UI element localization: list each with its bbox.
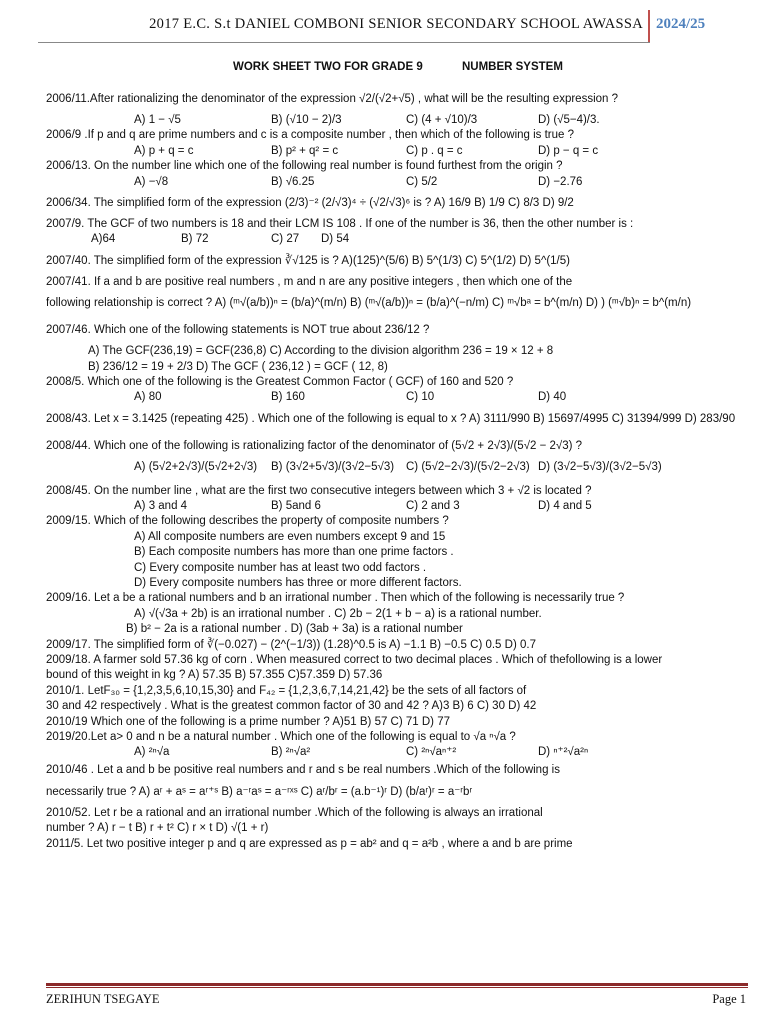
question-line: A) √(√3a + 2b) is an irrational number . C) 2b − 2(1 + b − a) is a rational number.	[134, 607, 542, 620]
answer-option: C) (4 + √10)/3	[406, 114, 478, 126]
option-row	[46, 232, 746, 247]
question-line: bound of this weight in kg ? A) 57.35 B) 57.355 C)57.359 D) 57.36	[46, 669, 383, 682]
answer-option: D) (√5−4)/3.	[538, 114, 600, 126]
question-line: 2007/40. The simplified form of the expression ∛√125 is ? A)(125)^(5/6) B) 5^(1/3) C) 5^(1/2) D) 5^(1/5)	[46, 254, 570, 267]
answer-option: A) −√8	[134, 175, 169, 188]
page-number: Page 1	[712, 992, 746, 1006]
answer-option: C) 27	[271, 233, 300, 246]
answer-option: C) 10	[406, 391, 435, 404]
question-line: 2009/18. A farmer sold 57.36 kg of corn . When measured correct to two decimal places . Which of thefollowing is a lower	[46, 653, 663, 666]
question-line: A) All composite numbers are even numbers except 9 and 15	[134, 530, 446, 543]
question-line: B) 236/12 = 19 + 2/3 D) The GCF ( 236,12 ) = GCF ( 12, 8)	[88, 360, 388, 373]
answer-option: B) ²ⁿ√a²	[271, 746, 311, 759]
question-line: B) b² − 2a is a rational number . D) (3ab + 3a) is a rational number	[126, 623, 463, 636]
page-header	[0, 0, 768, 46]
answer-option: A) 3 and 4	[134, 500, 188, 513]
header-rule	[38, 42, 650, 43]
school-name: 2017 E.C. S.t DANIEL COMBONI SENIOR SECONDARY SCHOOL AWASSA	[149, 16, 643, 32]
option-row	[46, 390, 746, 405]
question-line: following relationship is correct ? A) (ᵐ√(a/b))ⁿ = (b/a)^(m/n) B) (ᵐ√(a/b))ⁿ = (b/a)^(−n/m) C) ᵐ√bᵃ = b^(m/n) D) ) (ᵐ√b)ⁿ = b^(m/n)	[46, 297, 692, 310]
worksheet-title	[233, 61, 563, 73]
worksheet-title-left: WORK SHEET TWO FOR GRADE 9	[233, 61, 423, 73]
answer-option: D) ⁿ⁺²√a²ⁿ	[538, 746, 589, 759]
answer-option: B) 5and 6	[271, 500, 321, 513]
question-line: necessarily true ? A) aʳ + aˢ = aʳ⁺ˢ B) a⁻ʳaˢ = a⁻ʳˣˢ C) aʳ/bʳ = (a.b⁻¹)ʳ D) (b/aʳ)ʳ = a⁻ʳbʳ	[46, 785, 473, 798]
header-divider	[648, 10, 650, 42]
question-line: 2019/20.Let a> 0 and n be a natural number . Which one of the following is equal to √a ⁿ√a ?	[46, 730, 516, 743]
answer-option: A) p + q = c	[134, 144, 194, 157]
question-line: 2008/45. On the number line , what are the first two consecutive integers between which 3 + √2 is located ?	[46, 484, 592, 497]
option-row	[46, 460, 746, 484]
answer-option: B) 160	[271, 391, 305, 404]
question-line: 2006/13. On the number line which one of the following real number is found furthest from the origin ?	[46, 160, 563, 173]
option-row	[46, 499, 746, 514]
question-line: 2009/15. Which of the following describes the property of composite numbers ?	[46, 515, 449, 528]
question-line: 2008/43. Let x = 3.1425 (repeating 425) . Which one of the following is equal to x ? A) 3111/990 B) 15697/4995 C) 31394/999 D) 283/90	[46, 412, 736, 425]
question-line: 30 and 42 respectively . What is the greatest common factor of 30 and 42 ? A)3 B) 6 C) 30 D) 42	[46, 700, 537, 713]
answer-option: D) 40	[538, 391, 567, 404]
answer-option: B) p² + q² = c	[271, 144, 339, 157]
question-line: 2010/1. LetF₃₀ = {1,2,3,5,6,10,15,30} and F₄₂ = {1,2,3,6,7,14,21,42} be the sets of all factors of	[46, 684, 527, 697]
question-line: 2008/5. Which one of the following is the Greatest Common Factor ( GCF) of 160 and 520 ?	[46, 375, 514, 388]
footer-rule-thin	[46, 987, 748, 988]
question-line: 2011/5. Let two positive integer p and q are expressed as p = ab² and q = a²b , where a and b are prime	[46, 837, 573, 850]
answer-option: D) −2.76	[538, 175, 583, 188]
worksheet-title-right: NUMBER SYSTEM	[461, 61, 563, 73]
option-row	[46, 175, 746, 190]
answer-option: C) p . q = c	[406, 144, 463, 157]
answer-option: A) 1 − √5	[134, 114, 181, 126]
answer-option: C) (5√2−2√3)/(5√2−2√3)	[406, 460, 530, 473]
answer-option: C) 2 and 3	[406, 500, 460, 513]
answer-option: D) p − q = c	[538, 144, 599, 157]
answer-option: A) 80	[134, 391, 162, 404]
question-line: A) The GCF(236,19) = GCF(236,8) C) According to the division algorithm 236 = 19 × 12 + 8	[88, 345, 554, 358]
question-line: number ? A) r − t B) r + t² C) r × t D) √(1 + r)	[46, 822, 269, 835]
worksheet-content	[46, 86, 746, 852]
question-line: 2010/52. Let r be a rational and an irrational number .Which of the following is always an irrational	[46, 806, 543, 819]
question-line: 2006/9 .If p and q are prime numbers and c is a composite number , then which of the following is true ?	[46, 129, 575, 142]
question-line: B) Each composite numbers has more than one prime factors .	[134, 546, 454, 559]
answer-option: D) 4 and 5	[538, 500, 592, 513]
question-line: 2006/34. The simplified form of the expression (2/3)⁻² (2/√3)⁴ ÷ (√2/√3)⁶ is ? A) 16/9 B) 1/9 C) 8/3 D) 9/2	[46, 196, 574, 209]
question-line: D) Every composite numbers has three or more different factors.	[134, 577, 462, 590]
answer-option: B) √6.25	[271, 175, 315, 188]
answer-option: A)64	[91, 233, 116, 246]
answer-option: B) (√10 − 2)/3	[271, 114, 342, 126]
school-year: 2024/25	[656, 16, 706, 32]
answer-option: A) ²ⁿ√a	[134, 746, 170, 759]
answer-option: D) 54	[321, 233, 350, 246]
question-line: 2009/16. Let a be a rational numbers and b an irrational number . Then which of the following is necessarily true ?	[46, 592, 625, 605]
question-line: 2010/19 Which one of the following is a prime number ? A)51 B) 57 C) 71 D) 77	[46, 715, 450, 728]
answer-option: A) (5√2+2√3)/(5√2+2√3)	[134, 460, 258, 473]
option-row	[46, 144, 746, 159]
answer-option: B) (3√2+5√3)/(3√2−5√3)	[271, 460, 395, 473]
footer-rule	[46, 983, 748, 986]
question-line: 2007/9. The GCF of two numbers is 18 and their LCM IS 108 . If one of the number is 36, then the other number is :	[46, 217, 634, 230]
question-line: 2007/41. If a and b are positive real numbers , m and n are any positive integers , then which one of the	[46, 275, 573, 288]
question-line: 2008/44. Which one of the following is rationalizing factor of the denominator of (5√2 + 2√3)/(5√2 − 2√3) ?	[46, 439, 583, 452]
answer-option: C) 5/2	[406, 175, 438, 188]
question-line: 2009/17. The simplified form of ∛(−0.027) − (2^(−1/3)) (1.28)^0.5 is A) −1.1 B) −0.5 C) 0.5 D) 0.7	[46, 638, 536, 651]
answer-option: B) 72	[181, 233, 209, 246]
question-line: 2006/11.After rationalizing the denominator of the expression √2/(√2+√5) , what will be the resulting expression ?	[46, 93, 619, 105]
answer-option: D) (3√2−5√3)/(3√2−5√3)	[538, 460, 662, 473]
option-row	[46, 113, 746, 128]
question-line: C) Every composite number has at least two odd factors .	[134, 561, 427, 574]
author-name: ZERIHUN TSEGAYE	[46, 992, 160, 1006]
option-row	[46, 745, 746, 763]
question-line: 2007/46. Which one of the following statements is NOT true about 236/12 ?	[46, 324, 430, 337]
answer-option: C) ²ⁿ√aⁿ⁺²	[406, 746, 457, 759]
question-line: 2010/46 . Let a and b be positive real numbers and r and s be real numbers .Which of the following is	[46, 764, 560, 777]
